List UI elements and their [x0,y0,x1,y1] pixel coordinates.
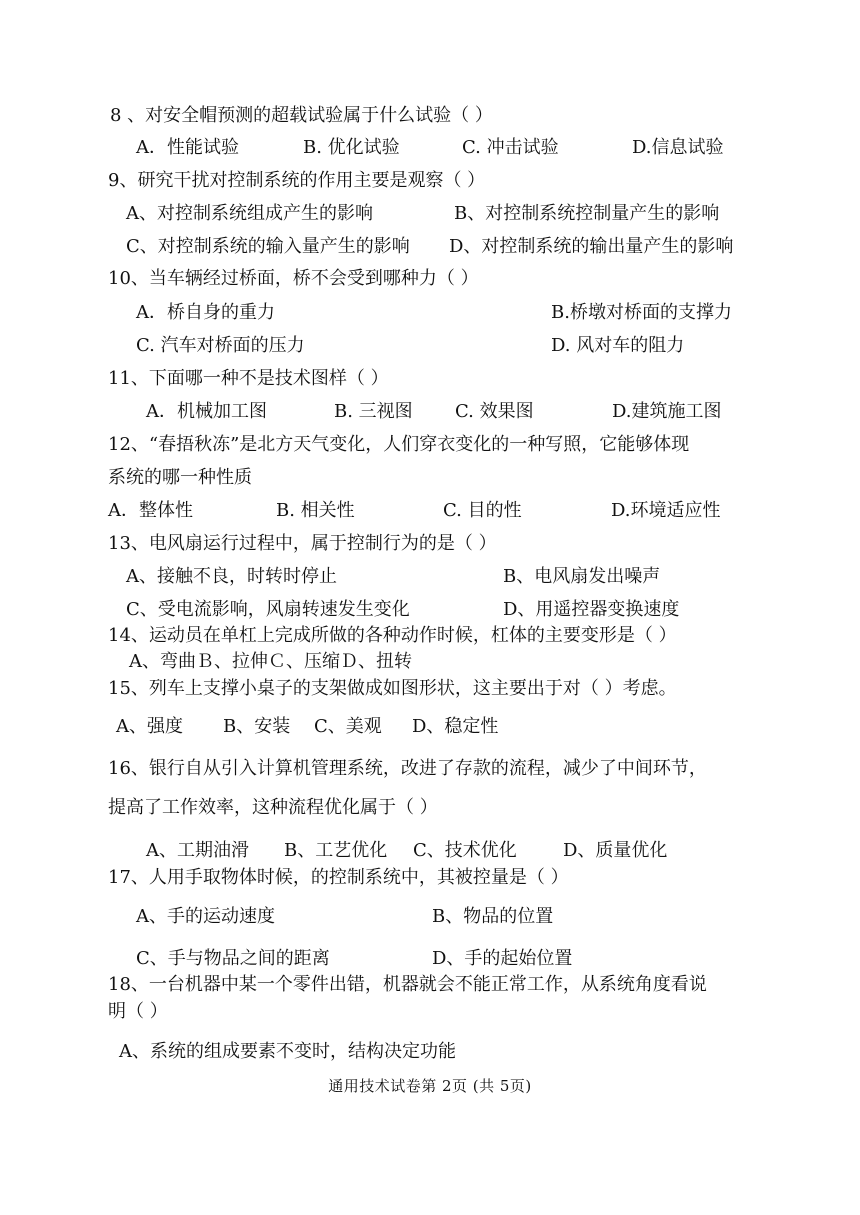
option-a: A．机械加工图 [146,401,267,422]
option-c: C. 效果图 [455,401,534,422]
option-a: A、接触不良，时转时停止 [126,566,337,587]
question-17-stem: 17、人用手取物体时候，的控制系统中，其被控量是（ ） [108,867,569,888]
option-c: C. 目的性 [443,500,522,521]
option-a: A．整体性 [108,500,193,521]
option-c: C、美观 [314,716,382,737]
option-d: D、对控制系统的输出量产生的影响 [449,236,734,257]
option-a: A、对控制系统组成产生的影响 [126,203,373,224]
question-15-stem: 15、列车上支撑小桌子的支架做成如图形状，这主要出于对（ ）考虑。 [108,678,677,699]
option-c: C. 汽车对桥面的压力 [136,335,305,356]
question-18-stem-line-2: 明（ ） [108,1001,168,1022]
question-10-stem: 10、当车辆经过桥面，桥不会受到哪种力（ ） [108,268,479,289]
question-14-options: A、弯曲Ｂ、拉伸Ｃ、压缩Ｄ、扭转 [129,651,412,672]
option-d: D、用遥控器变换速度 [503,599,680,620]
option-b: B、工艺优化 [284,840,388,861]
option-d: D、手的起始位置 [432,948,573,969]
option-c: C、受电流影响，风扇转速发生变化 [126,599,410,620]
option-b: B、安装 [223,716,291,737]
option-a: A、系统的组成要素不变时，结构决定功能 [119,1041,456,1062]
question-18-stem-line-1: 18、一台机器中某一个零件出错，机器就会不能正常工作，从系统角度看说 [108,974,707,995]
option-b: B.桥墩对桥面的支撑力 [551,302,732,323]
option-d: D.建筑施工图 [612,401,722,422]
question-11-stem: 11、下面哪一种不是技术图样（ ） [108,368,389,389]
question-8-stem: 8 、对安全帽预测的超载试验属于什么试验（ ） [110,105,493,126]
option-d: D、稳定性 [412,716,499,737]
question-14-stem: 14、运动员在单杠上完成所做的各种动作时候，杠体的主要变形是（ ） [108,625,677,646]
option-b: B、对控制系统控制量产生的影响 [454,203,720,224]
question-12-stem-line-2: 系统的哪一种性质 [108,467,252,488]
question-9-stem: 9、研究干扰对控制系统的作用主要是观察（ ） [108,170,486,191]
option-b: B、电风扇发出噪声 [503,566,661,587]
option-d: D.信息试验 [632,137,724,158]
option-b: B. 相关性 [276,500,355,521]
question-12-stem-line-1: 12、“春捂秋冻”是北方天气变化，人们穿衣变化的一种写照，它能够体现 [108,434,690,455]
option-b: B. 优化试验 [303,137,400,158]
option-b: B、物品的位置 [432,906,554,927]
option-c: C、手与物品之间的距离 [136,948,330,969]
option-d: D、质量优化 [563,840,668,861]
option-d: D.环境适应性 [611,500,721,521]
option-a: A．桥自身的重力 [136,302,275,323]
option-c: C. 冲击试验 [462,137,559,158]
option-d: D. 风对车的阻力 [551,335,685,356]
option-c: C、对控制系统的输入量产生的影响 [126,236,410,257]
question-16-stem-line-2: 提高了工作效率，这种流程优化属于（ ） [108,797,438,818]
option-a: A、手的运动速度 [136,906,275,927]
option-a: A、工期油滑 [146,840,249,861]
question-16-stem-line-1: 16、银行自从引入计算机管理系统，改进了存款的流程，减少了中间环节， [108,758,707,779]
question-13-stem: 13、电风扇运行过程中，属于控制行为的是（ ） [108,533,497,554]
option-a: A．性能试验 [136,137,239,158]
option-a: A、强度 [116,716,183,737]
option-c: C、技术优化 [413,840,517,861]
option-b: B. 三视图 [334,401,413,422]
page-footer: 通用技术试卷第 2页 (共 5页) [328,1077,532,1095]
